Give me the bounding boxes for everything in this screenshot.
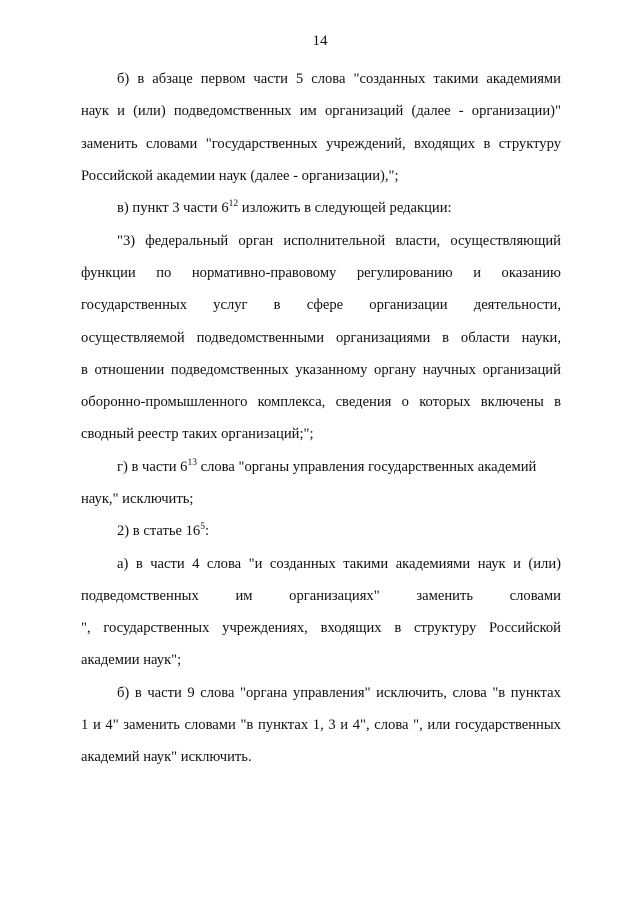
word: - [458,103,464,119]
word: ", [81,620,91,636]
word: области [460,330,510,346]
word: или [427,717,451,733]
text-fragment: в) пункт 3 части 6 [117,200,229,216]
text-fragment: г) в части 6 [117,459,188,475]
word: комплекса, [257,394,326,410]
text-line [81,135,561,153]
word: ", [413,717,423,733]
text-line [117,458,561,476]
word: управления" [292,685,371,701]
word: подведомственных [170,362,289,378]
word: в [134,685,142,701]
word: академиями [486,71,561,87]
text-line: академий наук" исключить. [81,749,252,765]
word: структуру [414,620,477,636]
text-line [117,70,561,88]
word: пунктах [257,717,309,733]
word: государственных [81,297,188,313]
word: наук [477,556,506,572]
word: 5 [295,71,304,87]
word: слова [374,717,409,733]
word: организаций [482,362,561,378]
word: подведомственными [196,330,325,346]
word: и [92,717,101,733]
word: сведения [335,394,392,410]
word: по [156,265,172,281]
word: словами [146,136,198,152]
word: государственных [103,620,210,636]
word: которых [419,394,471,410]
word: им [235,588,253,604]
word: "в [492,685,506,701]
word: в [394,620,402,636]
word: в [554,394,561,410]
word: б) [117,685,130,701]
word: в [81,362,88,378]
word: исключить, [376,685,447,701]
word: нормативно-правовому [191,265,337,281]
text-line [81,264,561,282]
word: осуществляемой [81,330,185,346]
word: б) [117,71,130,87]
word: (или) [133,103,166,119]
word: организации [369,297,448,313]
word: "органа [240,685,288,701]
text-fragment: : [204,523,210,539]
word: сфере [306,297,344,313]
text-line [117,555,561,573]
word: оборонно-промышленного [81,394,248,410]
word: части [150,556,185,572]
text-fragment: слова "органы управления государственных академий [196,459,537,475]
word: такими [433,71,479,87]
word: организациях" [289,588,380,604]
text-line [81,102,561,120]
word: 1 [81,717,89,733]
word: словами [184,717,236,733]
word: подведомственных [81,588,199,604]
word: и [513,556,521,572]
text-fragment: 2) в статье 16 [117,523,201,539]
word: организациями [335,330,431,346]
word: 4 [192,556,200,572]
word: в [273,297,281,313]
word: "в [240,717,254,733]
word: 9 [187,685,195,701]
word: регулированию [356,265,453,281]
word: учреждениях, [222,620,308,636]
text-line [117,684,561,702]
word: слова [452,685,487,701]
word: созданных [269,556,336,572]
text-line [81,393,561,411]
text-line: Российской академии наук (далее - организации),"; [81,168,399,184]
word: им [299,103,317,119]
word: входящих [320,620,382,636]
word: абзаце [152,71,193,87]
word: исполнительной [283,233,386,249]
word: в [483,136,491,152]
word: деятельности, [473,297,561,313]
word: первом [200,71,246,87]
text-line: наук," исключить; [81,491,194,507]
text-line [81,361,561,379]
word: заменить [81,136,138,152]
word: "и [248,556,263,572]
word: осуществляющий [450,233,561,249]
word: функции [81,265,136,281]
word: власти, [395,233,441,249]
word: включены [480,394,544,410]
word: слова [200,685,235,701]
word: подведомственных [173,103,292,119]
word: орган [238,233,274,249]
word: части [147,685,182,701]
word: пунктах [510,685,561,701]
word: и [340,717,349,733]
word: наук [81,103,109,119]
word: научных [422,362,476,378]
word: заменить [123,717,180,733]
superscript: 5 [200,522,205,532]
word: указанному [295,362,368,378]
text-line [81,716,561,734]
word: словами [509,588,561,604]
word: "созданных [353,71,426,87]
text-line: сводный реестр таких организаций;"; [81,426,314,442]
word: о [401,394,409,410]
word: организаций [324,103,404,119]
word: учреждений, [326,136,406,152]
word: государственных [454,717,561,733]
text-line [117,199,561,217]
text-line [81,296,561,314]
word: заменить [416,588,473,604]
word: такими [343,556,389,572]
word: Российской [489,620,561,636]
word: органу [374,362,417,378]
word: в [135,556,143,572]
word: науки, [521,330,561,346]
word: (далее [411,103,451,119]
text-line [117,232,561,250]
word: и [117,103,125,119]
word: в [137,71,145,87]
word: организации)" [471,103,561,119]
text-line [81,619,561,637]
word: "3) [117,233,136,249]
text-line [81,329,561,347]
word: слова [206,556,242,572]
text-line [81,587,561,605]
word: 3 [328,717,336,733]
word: и [473,265,482,281]
word: слова [311,71,346,87]
word: части [253,71,288,87]
word: услуг [213,297,248,313]
word: федеральный [145,233,229,249]
word: академиями [395,556,471,572]
text-line: академии наук"; [81,652,182,668]
word: 4", [352,717,370,733]
word: структуру [498,136,561,152]
word: отношении [94,362,165,378]
word: в [442,330,450,346]
word: а) [117,556,129,572]
word: 4" [105,717,119,733]
text-fragment: изложить в следующей редакции: [238,200,452,216]
page-number: 14 [312,33,328,49]
word: "государственных [205,136,318,152]
text-line [117,522,561,540]
superscript: 12 [228,199,239,209]
word: 1, [312,717,324,733]
word: входящих [414,136,476,152]
word: (или) [528,556,561,572]
superscript: 13 [187,458,197,468]
word: оказанию [501,265,561,281]
